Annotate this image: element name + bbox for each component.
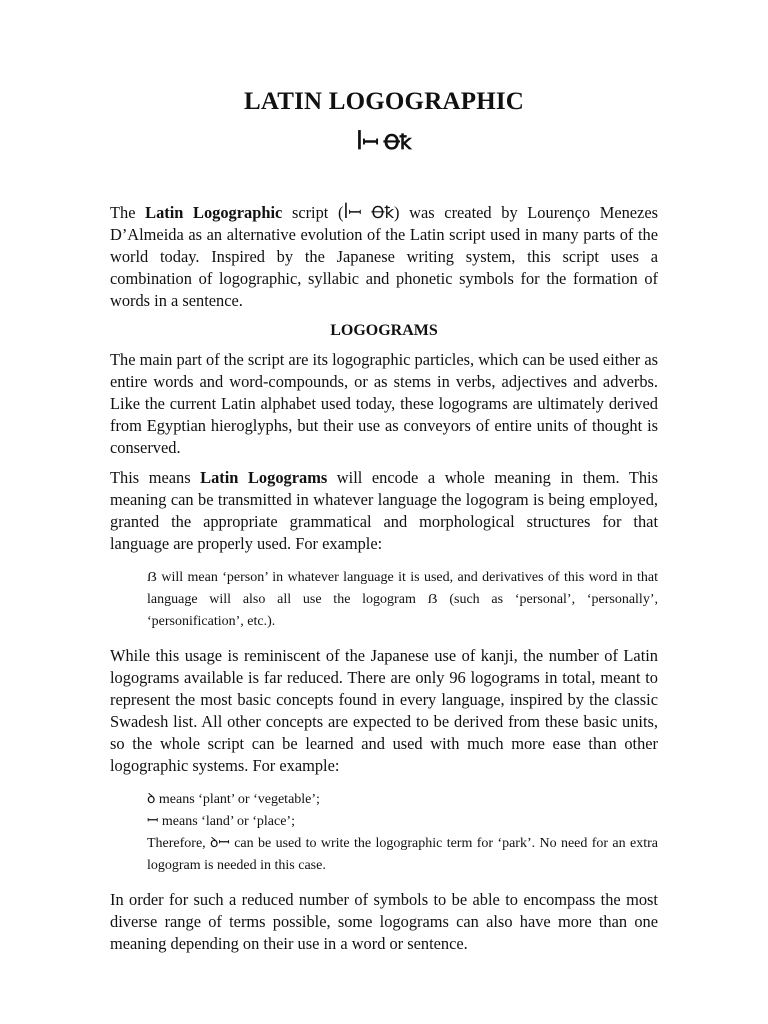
example-line-plant: ꝺ means ‘plant’ or ‘vegetable’;: [147, 792, 320, 807]
example-person-text: ẞ will mean ‘person’ in whatever language it is used, and derivatives of this word in that language will also all use the logogram ẞ (such as ‘personal’, ‘personally’, ‘personification’, etc.).: [147, 570, 658, 629]
intro-bold-term: Latin Logographic: [145, 203, 283, 222]
intro-paragraph: [110, 202, 658, 312]
script-name-in-script: ꟾꟷ Ꝋꝁ: [356, 132, 412, 154]
example-line-therefore: Therefore, ꝺꟷ can be used to write the logographic term for ‘park’. No need for an extra logogram is needed in this case.: [147, 836, 658, 873]
reduced-symbols-paragraph: In order for such a reduced number of symbols to be able to encompass the most diverse range of terms possible, some logograms can also have more than one meaning depending on their use in a word or sentence.: [110, 890, 658, 953]
meaning-bold-term: Latin Logograms: [200, 468, 328, 487]
kanji-paragraph: While this usage is reminiscent of the Japanese use of kanji, the number of Latin logograms available is far reduced. There are only 96 logograms in total, meant to represent the most basic concepts found in every language, inspired by the classic Swadesh list. All other concepts are expected to be derived from these basic units, so the whole script can be learned and used with much more ease than other logographic systems. For example:: [110, 646, 658, 775]
example-park: [147, 789, 658, 877]
intro-pre: The: [110, 203, 146, 222]
document-title: LATIN LOGOGRAPHIC: [243, 88, 525, 115]
example-line-land: ꟷ means ‘land’ or ‘place’;: [147, 814, 295, 829]
meaning-post: will encode a whole meaning in them. This meaning can be transmitted in whatever language the logogram is being employed, granted the appropriate grammatical and morphological structures for that language are properly used. For example:: [110, 468, 658, 553]
logograms-paragraph: The main part of the script are its logographic particles, which can be used either as entire words and word-compounds, or as stems in verbs, adjectives and adverbs. Like the current Latin alphabet used today, these logograms are ultimately derived from Egyptian hieroglyphs, but their use as conveyors of entire units of thought is conserved.: [110, 350, 658, 457]
meaning-paragraph: [110, 467, 658, 555]
intro-post: script (ꟾꟷ Ꝋꝁ) was created by Lourenço Menezes D’Almeida as an alternative evolution of the Latin script used in many parts of the world today. Inspired by the Japanese writing system, this script uses a combination of logographic, syllabic and phonetic symbols for the formation of words in a sentence.: [110, 203, 658, 310]
section-heading-logograms: LOGOGRAMS: [330, 322, 438, 339]
meaning-pre: This means: [110, 468, 201, 487]
example-person: [147, 567, 658, 633]
